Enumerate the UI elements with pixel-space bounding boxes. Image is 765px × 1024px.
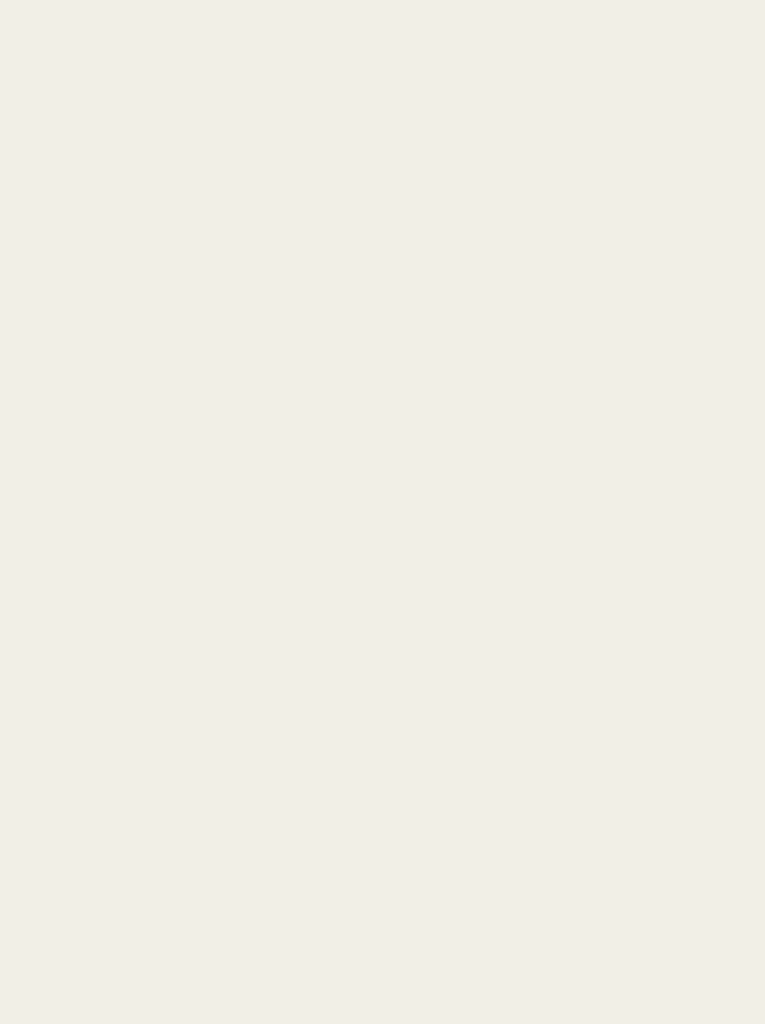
epigraph xyxy=(229,126,749,128)
signature-block xyxy=(416,0,750,6)
archive-watermark xyxy=(0,120,725,610)
